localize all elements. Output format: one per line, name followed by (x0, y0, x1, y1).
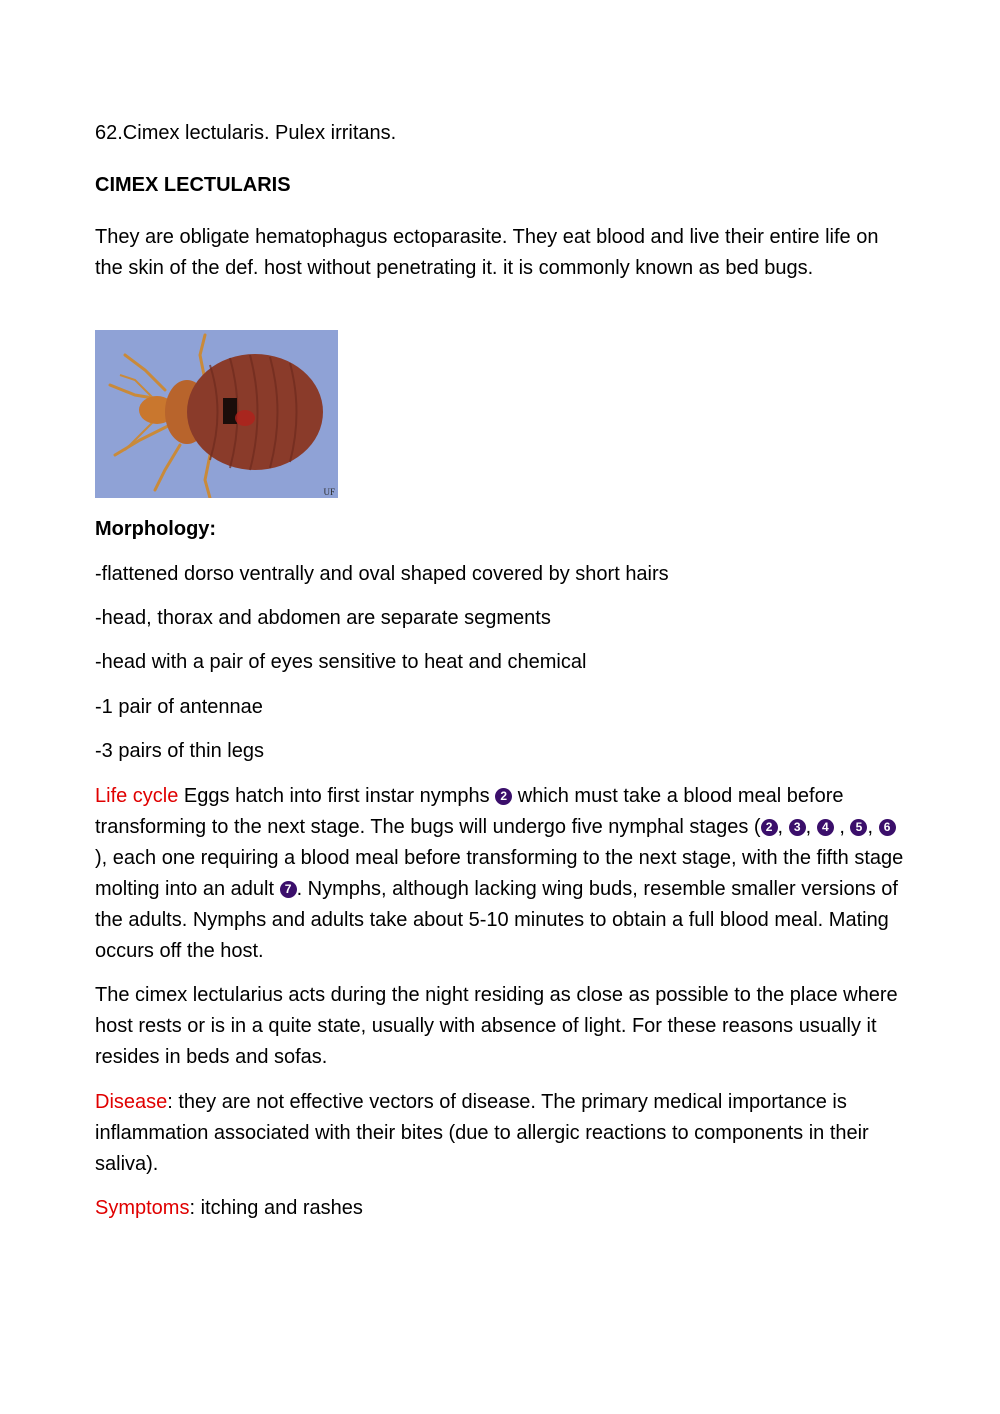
habits-paragraph: The cimex lectularius acts during the night residing as close as possible to the place where host rests or is in a quite state, usually with absence of light. For these reasons usually it resides in beds and sofas. (95, 984, 898, 1068)
disease-text: : they are not effective vectors of disease. The primary medical importance is inflammation associated with their bites (due to allergic reactions to components in their saliva). (95, 1091, 869, 1175)
symptoms-text: : itching and rashes (189, 1197, 363, 1219)
life-cycle-label: Life cycle (95, 785, 179, 807)
image-credit: UF (323, 487, 335, 497)
life-cycle-text: , (805, 816, 817, 838)
life-cycle-text: . Nymphs, although lacking wing buds, resemble smaller versions of the adults. Nymphs and adults take about 5-10 minutes to obtain a full blood meal. Mating occurs off the host. (95, 878, 898, 962)
stage-2-icon: 2 (761, 819, 778, 836)
morphology-heading: Morphology: (95, 518, 217, 540)
document-title-line: 62.Cimex lectularis. Pulex irritans. (95, 122, 397, 144)
life-cycle-text: ), each one requiring a blood meal before transforming to the next stage, with the fifth stage molting into an adult (95, 847, 904, 900)
stage-7-icon: 7 (280, 881, 297, 898)
stage-4-icon: 4 (817, 819, 834, 836)
life-cycle-text: Eggs hatch into first instar nymphs (178, 785, 496, 807)
stage-3-icon: 3 (789, 819, 806, 836)
symptoms-label: Symptoms (95, 1197, 190, 1219)
bed-bug-photo (95, 330, 338, 498)
stage-5-icon: 5 (850, 819, 867, 836)
morphology-item: -1 pair of antennae (95, 696, 263, 718)
stage-6-icon: 6 (879, 819, 896, 836)
stage-2-icon: 2 (495, 788, 512, 805)
intro-paragraph: They are obligate hematophagus ectoparasite. They eat blood and live their entire life on the skin of the def. host without penetrating it. it is commonly known as bed bugs. (95, 226, 879, 279)
life-cycle-text: which must take a blood meal before transforming to the next stage. The bugs will undergo five nymphal stages ( (95, 785, 844, 838)
life-cycle-text: , (777, 816, 789, 838)
morphology-item: -head with a pair of eyes sensitive to heat and chemical (95, 651, 587, 673)
disease-label: Disease (95, 1091, 168, 1113)
life-cycle-text: , (833, 816, 851, 838)
life-cycle-text: , (867, 816, 879, 838)
section-heading: CIMEX LECTULARIS (95, 174, 291, 196)
morphology-item: -3 pairs of thin legs (95, 740, 264, 762)
life-cycle-paragraph (95, 781, 905, 967)
bed-bug-illustration (95, 330, 338, 498)
symptoms-paragraph (95, 1193, 363, 1224)
morphology-item: -head, thorax and abdomen are separate segments (95, 607, 551, 629)
disease-paragraph (95, 1087, 905, 1180)
morphology-item: -flattened dorso ventrally and oval shaped covered by short hairs (95, 563, 669, 585)
